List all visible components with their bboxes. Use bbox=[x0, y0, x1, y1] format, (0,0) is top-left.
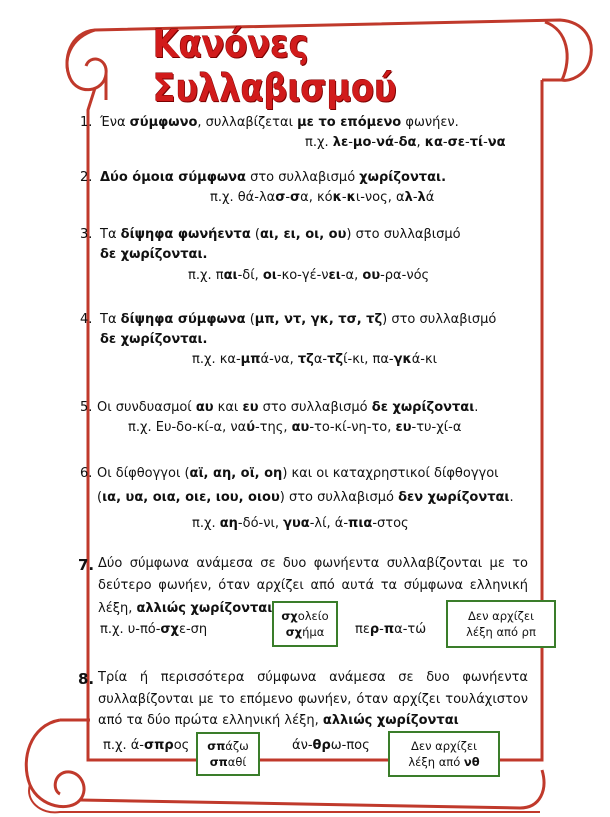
text-segment: δίψηφα φωνήεντα bbox=[120, 227, 251, 242]
text-segment: δίψηφα σύμφωνα bbox=[120, 312, 246, 327]
bottom-curl-left bbox=[26, 720, 84, 807]
text-segment: ε-ση bbox=[178, 622, 208, 637]
text-segment: κα bbox=[424, 135, 443, 150]
text-segment: Ένα bbox=[100, 115, 130, 130]
text-segment: π bbox=[383, 622, 395, 637]
box-line: λέξη από ρπ bbox=[466, 625, 536, 639]
rule-3-number: 3. bbox=[80, 227, 93, 242]
text-segment: να bbox=[487, 135, 506, 150]
text-segment: ( bbox=[97, 490, 103, 505]
text-segment: -α, bbox=[340, 268, 363, 283]
text-segment: σπρ bbox=[144, 738, 174, 753]
text-segment: μπ, ντ, γκ, τσ, τζ bbox=[254, 312, 383, 327]
rule-4-example bbox=[192, 352, 437, 368]
text-segment: λ bbox=[404, 190, 413, 205]
text-segment: πε bbox=[355, 622, 370, 637]
text-segment: πια bbox=[348, 516, 373, 531]
text-segment: ά bbox=[425, 190, 435, 205]
text-segment: ι-νος, α bbox=[355, 190, 405, 205]
rule-7-box-1 bbox=[272, 601, 338, 647]
text-segment: σχ bbox=[285, 625, 303, 639]
text-segment: -τυ-χί-α bbox=[411, 420, 462, 435]
text-segment: νθ bbox=[463, 755, 480, 769]
text-segment: σπ bbox=[207, 739, 226, 753]
text-segment: αη bbox=[219, 516, 238, 531]
text-segment: σχ bbox=[160, 622, 179, 637]
text-segment: ρ bbox=[369, 622, 380, 637]
rule-1-text bbox=[100, 115, 459, 131]
text-segment: δεν χωρίζονται bbox=[398, 490, 510, 505]
text-segment: οι bbox=[262, 268, 277, 283]
text-segment: αϊ, αη, οϊ, οη bbox=[189, 466, 283, 481]
rule-7-box-2 bbox=[446, 600, 556, 648]
rule-8-box-2 bbox=[388, 731, 500, 777]
text-segment: σε bbox=[447, 135, 465, 150]
rule-3-text bbox=[100, 227, 461, 243]
text-segment: αθί bbox=[227, 755, 247, 769]
box-line: Δεν αρχίζει bbox=[411, 739, 477, 753]
rule-2-example bbox=[210, 190, 434, 206]
box-line bbox=[281, 608, 328, 624]
text-segment: κ bbox=[346, 190, 356, 205]
text-segment: - bbox=[465, 135, 470, 150]
text-segment: ) στο συλλαβισμό bbox=[346, 227, 461, 242]
text-segment: π.χ. ά- bbox=[103, 738, 144, 753]
rule-7-text-line3 bbox=[98, 601, 272, 617]
text-segment: - bbox=[393, 135, 399, 150]
text-segment: ύ bbox=[246, 420, 255, 435]
text-segment: λε bbox=[332, 135, 349, 150]
text-segment: δε χωρίζονται bbox=[371, 400, 475, 415]
text-segment: α- bbox=[313, 352, 328, 367]
text-segment: αλλιώς χωρίζονται bbox=[322, 713, 459, 728]
text-segment: Δύο όμοια σύμφωνα bbox=[100, 170, 246, 185]
text-segment: -λί, ά- bbox=[309, 516, 349, 531]
text-segment: π.χ. Ευ-δο-κί-α, να bbox=[128, 420, 247, 435]
rule-5-number: 5. bbox=[80, 400, 93, 415]
rule-5-text bbox=[97, 400, 478, 416]
text-segment: κ bbox=[332, 190, 342, 205]
text-segment: - bbox=[412, 190, 418, 205]
text-segment: - bbox=[379, 622, 384, 637]
text-segment: σπ bbox=[209, 755, 228, 769]
text-segment: π.χ. π bbox=[188, 268, 224, 283]
page-title: Κανόνες Συλλαβισμού bbox=[152, 22, 397, 110]
box-line bbox=[408, 754, 479, 770]
box-line bbox=[286, 624, 325, 640]
box-line bbox=[207, 738, 249, 754]
text-segment: -δί, bbox=[237, 268, 263, 283]
rule-6-text bbox=[97, 466, 499, 482]
text-segment: - bbox=[341, 190, 347, 205]
text-segment: ος bbox=[173, 738, 190, 753]
text-segment: γυα bbox=[283, 516, 310, 531]
text-segment: με το επόμενο bbox=[297, 115, 402, 130]
text-segment: φωνήεν. bbox=[401, 115, 459, 130]
text-segment: ευ bbox=[395, 420, 412, 435]
text-segment: σύμφωνο bbox=[129, 115, 198, 130]
rule-8-example-2 bbox=[292, 738, 370, 754]
text-segment: ω-πος bbox=[330, 738, 370, 753]
text-segment: ια, υα, οια, οιε, ιου, οιου bbox=[102, 490, 280, 505]
text-segment: και bbox=[213, 400, 243, 415]
text-segment: ει bbox=[328, 268, 341, 283]
text-segment: . bbox=[474, 400, 479, 415]
text-segment: ) στο συλλαβισμό bbox=[279, 490, 399, 505]
text-segment: -δό-νι, bbox=[237, 516, 284, 531]
text-segment: π.χ. θά-λα bbox=[210, 190, 276, 205]
text-segment: - bbox=[348, 135, 353, 150]
text-segment: λ bbox=[417, 190, 426, 205]
text-segment: δα bbox=[398, 135, 417, 150]
rule-8-text-line1: Τρία ή περισσότερα σύμφωνα ανάμεσα σε δυο φωνήεντα bbox=[98, 670, 528, 685]
text-segment: - bbox=[442, 135, 448, 150]
rule-7-example-2 bbox=[355, 622, 426, 638]
rule-8-number: 8. bbox=[78, 670, 95, 688]
text-segment: στο συλλαβισμό bbox=[258, 400, 372, 415]
text-segment: λέξη, bbox=[98, 601, 137, 616]
text-segment: τί bbox=[469, 135, 484, 150]
text-segment: μπ bbox=[240, 352, 261, 367]
text-segment: π.χ. υ-πό- bbox=[100, 622, 161, 637]
text-segment: Οι συνδυασμοί bbox=[97, 400, 196, 415]
text-segment: αλλιώς χωρίζονται bbox=[136, 601, 273, 616]
box-line: Δεν αρχίζει bbox=[468, 609, 534, 623]
text-segment: από τα δύο πρώτα ελληνική λέξη, bbox=[98, 713, 323, 728]
rule-1-example bbox=[305, 135, 506, 151]
rule-7-text-line1: Δύο σύμφωνα ανάμεσα σε δυο φωνήεντα συλλαβίζονται με το bbox=[98, 556, 528, 571]
text-segment: - bbox=[483, 135, 488, 150]
text-segment: ά-κι bbox=[411, 352, 438, 367]
text-segment: άν- bbox=[292, 738, 313, 753]
text-segment: μο bbox=[352, 135, 372, 150]
text-segment: αι bbox=[223, 268, 238, 283]
rule-4-text bbox=[100, 312, 496, 328]
rule-3-text-line2: δε χωρίζονται. bbox=[100, 247, 208, 262]
rule-7-text-line2: δεύτερο φωνήεν, όταν αρχίζει από αυτά τα σύμφωνα ελληνική bbox=[98, 578, 528, 593]
text-segment: π.χ. bbox=[192, 516, 220, 531]
rule-8-text-line2: συλλαβίζονται με το επόμενο φωνήεν, όταν αρχίζει τουλάχιστον bbox=[98, 692, 528, 707]
text-segment: -το-κί-νη-το, bbox=[309, 420, 396, 435]
rule-5-example bbox=[128, 420, 461, 436]
box-line bbox=[210, 754, 247, 770]
text-segment: π.χ. κα- bbox=[192, 352, 241, 367]
text-segment: ολείο bbox=[297, 609, 329, 623]
text-segment: - bbox=[371, 135, 377, 150]
rule-8-text-line3 bbox=[98, 713, 459, 729]
text-segment: σχ bbox=[281, 609, 298, 623]
rule-2-text bbox=[100, 170, 446, 186]
text-segment: αυ bbox=[291, 420, 310, 435]
text-segment: -ρα-νός bbox=[380, 268, 430, 283]
rule-2-number: 2. bbox=[80, 170, 93, 185]
text-segment: . bbox=[509, 490, 514, 505]
text-segment: σ bbox=[275, 190, 286, 205]
rule-4-number: 4. bbox=[80, 312, 93, 327]
rule-8-example-1 bbox=[103, 738, 189, 754]
text-segment: ά-να, bbox=[260, 352, 298, 367]
text-segment: άζω bbox=[225, 739, 249, 753]
text-segment: ευ bbox=[242, 400, 259, 415]
text-segment: στο συλλαβισμό bbox=[245, 170, 360, 185]
top-curl-left bbox=[67, 30, 106, 90]
rule-7-example-1 bbox=[100, 622, 207, 638]
text-segment: γκ bbox=[393, 352, 412, 367]
text-segment: ( bbox=[245, 312, 255, 327]
text-segment: αι, ει, οι, ου bbox=[259, 227, 347, 242]
text-segment: τζ bbox=[297, 352, 314, 367]
text-segment: α, κό bbox=[300, 190, 333, 205]
text-segment: Τα bbox=[100, 227, 121, 242]
text-segment: Οι δίφθογγοι ( bbox=[97, 466, 190, 481]
text-segment: -κο-γέ-ν bbox=[276, 268, 329, 283]
text-segment: ) στο συλλαβισμό bbox=[382, 312, 497, 327]
text-segment: ου bbox=[362, 268, 381, 283]
text-segment: σ bbox=[290, 190, 301, 205]
rule-1-number: 1. bbox=[80, 115, 93, 130]
rule-3-example bbox=[188, 268, 429, 284]
text-segment: ) και οι καταχρηστικοί δίφθογγοι bbox=[282, 466, 499, 481]
text-segment: - bbox=[285, 190, 291, 205]
rule-6-text-line2 bbox=[97, 490, 514, 506]
text-segment: -της, bbox=[254, 420, 292, 435]
rule-8-box-1 bbox=[196, 732, 260, 776]
text-segment: π.χ. bbox=[305, 135, 333, 150]
text-segment: α-τώ bbox=[394, 622, 427, 637]
text-segment: λέξη από bbox=[408, 755, 464, 769]
text-segment: ( bbox=[250, 227, 260, 242]
text-segment: ί-κι, πα- bbox=[343, 352, 394, 367]
rule-4-text-line2: δε χωρίζονται. bbox=[100, 332, 208, 347]
text-segment: , συλλαβίζεται bbox=[197, 115, 298, 130]
text-segment: τζ bbox=[327, 352, 344, 367]
text-segment: Τα bbox=[100, 312, 121, 327]
rule-6-example bbox=[192, 516, 409, 532]
rule-6-number: 6. bbox=[80, 466, 93, 481]
text-segment: -στος bbox=[372, 516, 409, 531]
text-segment: νά bbox=[376, 135, 394, 150]
text-segment: , bbox=[416, 135, 425, 150]
text-segment: αυ bbox=[195, 400, 214, 415]
text-segment: θρ bbox=[312, 738, 331, 753]
text-segment: ήμα bbox=[302, 625, 325, 639]
text-segment: χωρίζονται. bbox=[359, 170, 447, 185]
rule-7-number: 7. bbox=[78, 556, 95, 574]
